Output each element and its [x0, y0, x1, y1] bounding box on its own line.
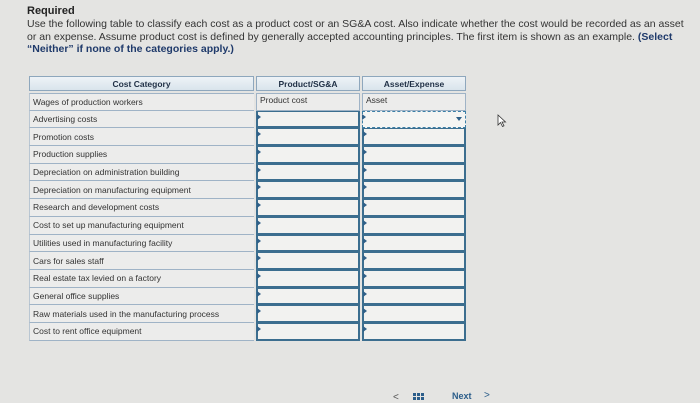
cost-category-cell: Depreciation on manufacturing equipment [29, 181, 254, 199]
cost-category-cell: Cars for sales staff [29, 252, 254, 270]
caret-right-icon [362, 114, 366, 120]
chevron-down-icon [456, 117, 462, 121]
product-sga-select[interactable] [256, 288, 360, 306]
prev-button[interactable]: < [393, 392, 399, 403]
asset-expense-select[interactable] [362, 181, 466, 199]
caret-right-icon [363, 291, 367, 297]
product-sga-select[interactable] [256, 235, 360, 253]
caret-right-icon [363, 255, 367, 261]
caret-right-icon [257, 167, 261, 173]
asset-expense-select[interactable] [362, 252, 466, 270]
caret-right-icon [257, 114, 261, 120]
caret-right-icon [257, 255, 261, 261]
product-sga-select[interactable] [256, 252, 360, 270]
next-chevron-icon[interactable]: > [484, 390, 490, 401]
caret-right-icon [363, 167, 367, 173]
caret-right-icon [363, 184, 367, 190]
caret-right-icon [363, 131, 367, 137]
cost-category-cell: Advertising costs [29, 111, 254, 129]
caret-right-icon [257, 220, 261, 226]
cost-category-cell: Cost to rent office equipment [29, 323, 254, 341]
cost-category-cell: Promotion costs [29, 128, 254, 146]
caret-right-icon [257, 184, 261, 190]
asset-expense-select[interactable] [362, 128, 466, 146]
caret-right-icon [257, 326, 261, 332]
asset-expense-select[interactable] [362, 146, 466, 164]
cost-category-cell: Utilities used in manufacturing facility [29, 235, 254, 253]
caret-right-icon [363, 220, 367, 226]
asset-expense-select[interactable] [362, 235, 466, 253]
product-sga-select[interactable] [256, 164, 360, 182]
instructions-hint: (Select “Neither” if none of the categories apply.) [27, 30, 673, 55]
instructions [27, 18, 695, 56]
caret-right-icon [257, 308, 261, 314]
bottom-navigation [0, 388, 700, 400]
cost-category-cell: Research and development costs [29, 199, 254, 217]
product-sga-select[interactable] [256, 305, 360, 323]
caret-right-icon [257, 291, 261, 297]
header-cost-category: Cost Category [29, 76, 254, 91]
grid-menu-icon[interactable] [413, 393, 424, 400]
asset-expense-select[interactable] [362, 305, 466, 323]
caret-right-icon [363, 326, 367, 332]
caret-right-icon [257, 131, 261, 137]
caret-right-icon [363, 202, 367, 208]
asset-expense-select[interactable] [362, 164, 466, 182]
asset-expense-select[interactable] [362, 217, 466, 235]
instructions-text: Use the following table to classify each cost as a product cost or an SG&A cost. Also indicate whether the cost would be recorded as an asset or an expense. Assume product cost is defined by generally accepted accounting principles. The first item is shown as an example. [27, 18, 684, 43]
header-product-sga: Product/SG&A [256, 76, 360, 91]
asset-expense-value: Asset [362, 93, 466, 111]
caret-right-icon [257, 238, 261, 244]
cost-category-cell: Real estate tax levied on a factory [29, 270, 254, 288]
next-button[interactable]: Next [452, 391, 472, 401]
cost-category-cell: Raw materials used in the manufacturing process [29, 305, 254, 323]
asset-expense-select[interactable] [362, 111, 466, 129]
product-sga-select[interactable] [256, 217, 360, 235]
asset-expense-select[interactable] [362, 288, 466, 306]
required-heading: Required [27, 5, 75, 17]
mouse-pointer-icon [497, 114, 507, 128]
asset-expense-select[interactable] [362, 199, 466, 217]
cost-category-cell: Depreciation on administration building [29, 164, 254, 182]
asset-expense-select[interactable] [362, 323, 466, 341]
caret-right-icon [257, 149, 261, 155]
caret-right-icon [363, 238, 367, 244]
product-sga-select[interactable] [256, 323, 360, 341]
caret-right-icon [363, 149, 367, 155]
product-sga-select[interactable] [256, 111, 360, 129]
product-sga-select[interactable] [256, 181, 360, 199]
classification-table [29, 76, 466, 341]
product-sga-select[interactable] [256, 270, 360, 288]
cost-category-cell: General office supplies [29, 288, 254, 306]
product-sga-select[interactable] [256, 199, 360, 217]
product-sga-value: Product cost [256, 93, 360, 111]
caret-right-icon [257, 202, 261, 208]
cost-category-cell: Wages of production workers [29, 93, 254, 111]
cost-category-cell: Production supplies [29, 146, 254, 164]
caret-right-icon [363, 308, 367, 314]
header-asset-expense: Asset/Expense [362, 76, 466, 91]
caret-right-icon [363, 273, 367, 279]
cost-category-cell: Cost to set up manufacturing equipment [29, 217, 254, 235]
asset-expense-select[interactable] [362, 270, 466, 288]
product-sga-select[interactable] [256, 128, 360, 146]
caret-right-icon [257, 273, 261, 279]
product-sga-select[interactable] [256, 146, 360, 164]
